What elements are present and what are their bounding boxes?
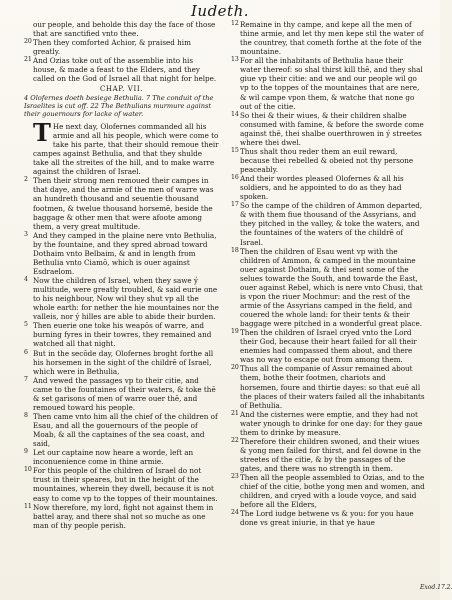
verse xyxy=(24,376,219,412)
verses-before-chapter xyxy=(24,20,219,83)
verse-number: 21 xyxy=(24,56,32,64)
verse xyxy=(24,38,219,56)
chapter-summary: 4 Olofernes doeth besiege Bethulia. 7 The conduit of the Israelites is cut off. 22 The Bethulians murmure against their gouernours for lacke of water. xyxy=(24,94,214,119)
verse-text: And the cisternes were emptie, and they had not water ynough to drinke for one day: for they gaue them to drinke by measure. xyxy=(240,409,423,437)
chapter-heading: CHAP. VII. xyxy=(99,85,144,94)
verse xyxy=(231,147,426,174)
verse-number: 21 xyxy=(231,409,239,417)
verse xyxy=(24,412,219,448)
verse xyxy=(24,56,219,83)
verse xyxy=(24,349,219,376)
verse-number: 23 xyxy=(231,473,239,481)
verse-text: Thus shalt thou reder them an euil reward, because thei rebelled & obeied not thy persone peaceably. xyxy=(240,146,414,174)
verse-number: 2 xyxy=(24,176,28,184)
verse xyxy=(231,111,426,147)
verse-number: 12 xyxy=(231,20,239,27)
verse-number: 14 xyxy=(231,110,239,118)
verse-number: 15 xyxy=(231,146,239,154)
verse xyxy=(24,276,219,321)
verse-number: 24 xyxy=(231,509,239,517)
verse-number: 17 xyxy=(231,201,239,209)
verse xyxy=(231,56,426,110)
verse xyxy=(24,20,219,38)
verse-text: Then the children of Esau went vp with the children of Ammon, & camped in the mountaine ouer against Dothaim, & thei sent some of the selues towarde the South, and towarde the East, ouer against Rebel, which is nere vnto Chusi, that is vpon the riuer Mochmur: and the rest of the armie of the Assyrians camped in the field, and couered the whole land: for their tents & their baggage were pitched in a wonderful great place. xyxy=(240,246,423,329)
verse-text: Then euerie one toke his weapōs of warre, and burning fyres in their towres, they remained and watched all that night. xyxy=(33,321,212,349)
verse-number: 19 xyxy=(231,328,239,336)
verse xyxy=(231,410,426,437)
verse xyxy=(231,473,426,509)
verse-text: And Ozias toke out of the assemblie into his house, & made a feast to the Elders, and they called on the God of Israel all that night for helpe. xyxy=(33,56,217,84)
verse-text: So the campe of the children of Ammon departed, & with them fiue thousand of the Assyrians, and they pitched in the valley, & toke the waters, and the fountaines of the waters of the childrē of Israel. xyxy=(240,201,423,247)
verse-text: But in the secōde day, Olofernes broght forthe all his horsemen in the sight of the childrē of Israel, which were in Bethulia, xyxy=(33,348,214,376)
verse-text: Then all the people assembled to Ozias, and to the chief of the citie, bothe yong men and women, and children, and cryed with a loude voyce, and said before all the Elders, xyxy=(240,473,425,510)
verse xyxy=(24,466,219,502)
verse xyxy=(231,364,426,409)
verse-number: 11 xyxy=(24,502,32,510)
margin-note: Exod.17.2. xyxy=(420,584,452,591)
verse-number: 7 xyxy=(24,375,28,383)
verse-text: Then came vnto him all the chief of the children of Esau, and all the gouernours of the people of Moab, & all the captaines of the sea coast, and said, xyxy=(33,411,218,449)
verse-text: He next day, Olofernes commanded all his armie and all his people, which were come to take his parte, that their should remoue their campes against Bethulia, and that they shulde take all the streites of the hill, and to make warre against the children of Israel. xyxy=(33,121,219,177)
verse-number: 8 xyxy=(24,411,28,419)
verse-text: Remaine in thy campe, and kepe all the men of thine armie, and let thy men kepe stil the water of the countrey, that cometh forthe at the fote of the mountaine. xyxy=(240,20,424,57)
verse-text: Then the children of Israel cryed vnto the Lord their God, because their heart failed for all their enemies had compassed them about, and there was no way to escape out from among them. xyxy=(240,328,417,365)
verse xyxy=(231,20,426,56)
verse-number: 4 xyxy=(24,276,28,284)
verse-text: Now therefore, my lord, fight not against them in battel aray, and there shal not so muche as one man of thy people perish. xyxy=(33,502,214,530)
verse-number: 3 xyxy=(24,230,28,238)
verse-number: 10 xyxy=(24,466,32,474)
verse-number: 5 xyxy=(24,321,28,329)
verse xyxy=(231,328,426,364)
verse xyxy=(24,321,219,348)
verse-text: And their wordes pleased Olofernes & all his soldiers, and he appointed to do as they had spoken. xyxy=(240,174,404,202)
verse-number: 18 xyxy=(231,246,239,254)
right-column xyxy=(231,20,426,596)
verse-text: Let our captaine now heare a worde, left an inconuenience come in thine armie. xyxy=(33,448,194,467)
verse-number: 6 xyxy=(24,348,28,356)
verse-text: Therefore their children swoned, and their wiues & yong men failed for thirst, and fel downe in the streetes of the citie, & by the passages of the gates, and there was no strength in them. xyxy=(240,436,421,474)
verse-text: For all the inhabitants of Bethulia haue their water thereof: so shal thirst kill thē, and they shal giue vp their citie: and we and our people wil go vp to the toppes of the mountaines that are nere, & wil campe vpon them, & watche that none go out of the citie. xyxy=(240,56,423,111)
page-title: Iudeth. xyxy=(190,2,250,20)
verses-right xyxy=(231,20,426,528)
verse-number: 9 xyxy=(24,448,28,456)
left-column xyxy=(24,20,219,596)
drop-cap: T xyxy=(33,117,51,147)
verses-after-chapter xyxy=(24,117,219,530)
verse-text: For this people of the children of Israel do not trust in their speares, but in the height of the mountaines, wherein they dwell, because it is not easy to come vp to the toppes of their mountaines. xyxy=(33,466,218,503)
verse xyxy=(231,174,426,201)
verse-text: Now the children of Israel, when they sawe ý multitude, were greatly troubled, & said eurie one to his neighbour, Now wil they shut vp all the whole earth: for nether the hie mountaines nor the valleis, nor ý hilles are able to abide their burden. xyxy=(33,276,219,322)
verse-number: 22 xyxy=(231,436,239,444)
verse xyxy=(24,117,219,177)
verse-number: 16 xyxy=(231,174,239,182)
verse-text: Then they comforted Achior, & praised him greatly. xyxy=(33,38,191,57)
verse xyxy=(231,247,426,329)
verse-text: our people, and beholde this day the face of those that are sanctified vnto thee. xyxy=(33,20,216,39)
verse-text: So thei & their wiues, & their children shalbe consumed with famine, & before the sworde come against thē, thei shalbe ouerthrowen in ý streetes where thei dwel. xyxy=(240,110,424,147)
verse-text: Thus all the companie of Assur remained about them, bothe their footmen, chariots and horsemen, foure and thirtie dayes: so that euē all the places of their waters failed all the inhabitants of Bethulia. xyxy=(240,364,425,410)
verse xyxy=(24,503,219,530)
verse-number: 20 xyxy=(24,38,32,46)
verse-text: The Lord iudge betwene vs & you: for you haue done vs great iniurie, in that ye haue xyxy=(240,509,414,528)
verse xyxy=(231,437,426,473)
verse-number: 20 xyxy=(231,364,239,372)
verse xyxy=(24,176,219,230)
verse-text: Then their strong men remoued their campes in that daye, and the armie of the men of warre was an hundreth thousand and seuentie thousand footmen, & twelue thousand horsemē, beside the baggage & other men that were afoote among them, a very great multitude. xyxy=(33,176,214,231)
verse-text: And vewed the passages vp to their citie, and came to the fountaines of their waters, & toke thē & set garisons of men of warre ouer thē, and remoued toward his people. xyxy=(33,375,216,412)
verse xyxy=(24,448,219,466)
verse-number: 13 xyxy=(231,56,239,64)
verse xyxy=(231,509,426,527)
verse-text: And they camped in the plaine nere vnto Bethulia, by the fountaine, and they spred abroad toward Dothaim vnto Belbaim, & and in length from Bethulia vnto Ciamō, which is ouer against Esdraelom. xyxy=(33,230,217,276)
verse xyxy=(231,201,426,246)
verse xyxy=(24,231,219,276)
